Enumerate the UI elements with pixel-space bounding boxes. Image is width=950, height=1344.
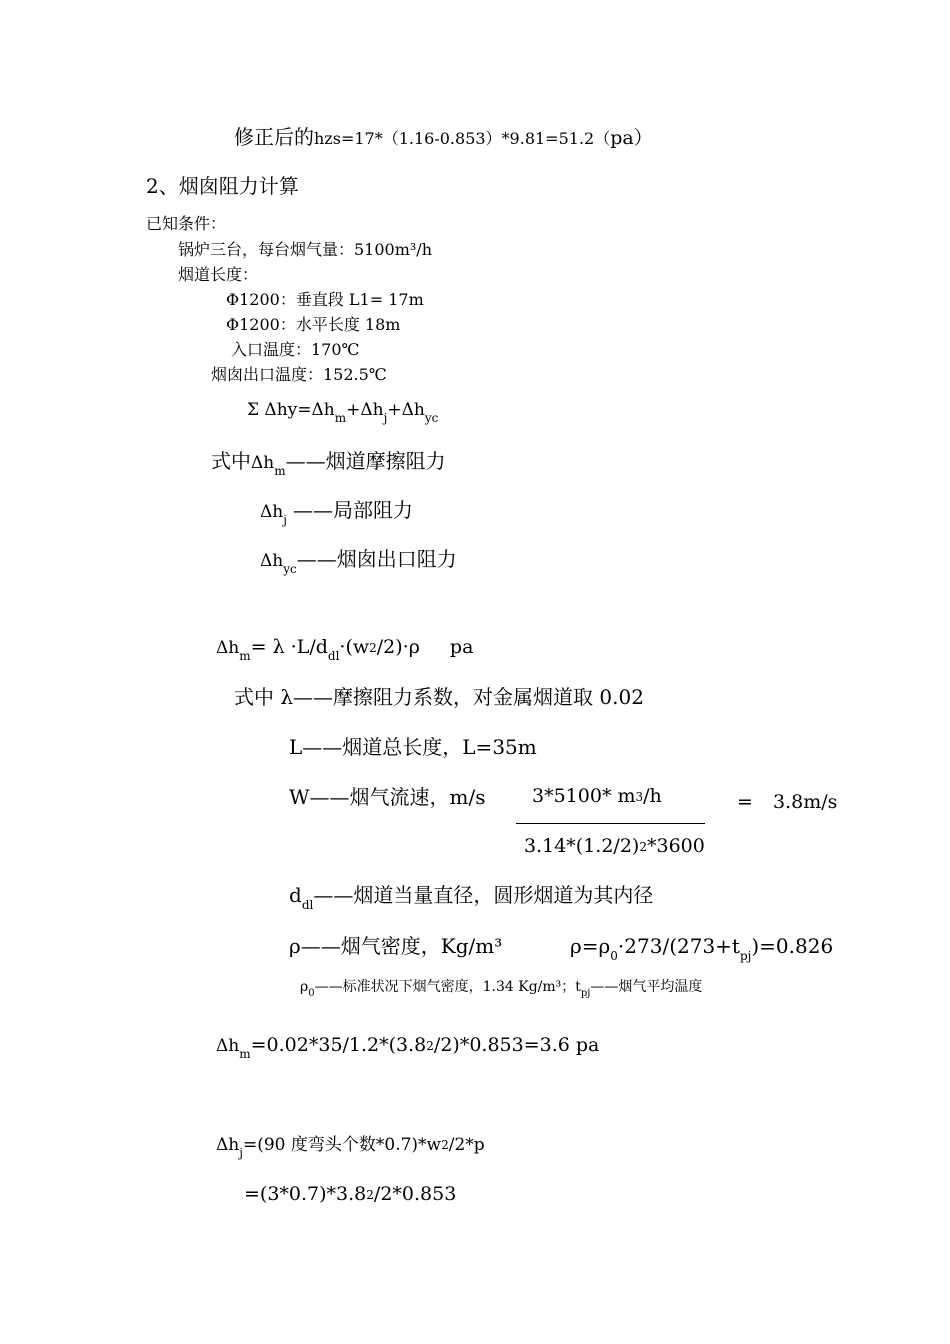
local-formula	[216, 1135, 485, 1160]
W-den-exp: 2	[639, 840, 647, 854]
def-hm-sub: m	[274, 464, 286, 478]
lc-a: =(3*0.7)*3.8	[244, 1183, 367, 1205]
def-prefix: 式中	[211, 449, 251, 473]
rho0-note	[300, 979, 703, 999]
def-L: L——烟道总长度，L=35m	[289, 735, 537, 759]
lf-a: =(90 度弯头个数*0.7)*w	[242, 1135, 442, 1155]
def-hyc-sym: Δh	[260, 551, 284, 571]
def-W-label: W——烟气流速，m/s	[289, 785, 486, 809]
rho0-desc: ——标准状况下烟气密度，1.34 Kg/m³；t	[314, 979, 581, 995]
lf-b: /2*p	[448, 1135, 485, 1155]
fc-exp: 2	[426, 1039, 434, 1053]
def-hyc-desc: ——烟囱出口阻力	[296, 547, 457, 571]
def-d	[289, 883, 654, 912]
W-fraction-bar	[516, 823, 705, 824]
known-horizontal: Φ1200：水平长度 18m	[226, 315, 401, 334]
sum-t3: Δh	[401, 400, 425, 420]
rho-formula	[570, 934, 834, 963]
sum-t1-sub: m	[334, 411, 347, 425]
def-hj	[260, 498, 413, 527]
corrected-unit: pa）	[610, 127, 653, 149]
known-inlet-temp: 入口温度：170℃	[231, 340, 360, 359]
known-outlet-temp: 烟囱出口温度：152.5℃	[211, 365, 387, 384]
sum-t3-sub: yc	[424, 411, 439, 425]
friction-sym: Δh	[216, 638, 240, 658]
W-den-a: 3.14*(1.2/2)	[524, 835, 640, 857]
def-hm-sym: Δh	[251, 453, 275, 473]
tpj-desc: ——烟气平均温度	[590, 979, 703, 995]
def-d-sub: dl	[301, 898, 314, 912]
sum-t1: Δh	[311, 400, 335, 420]
def-hj-sym: Δh	[260, 502, 284, 522]
fc-a: =0.02*35/1.2*(3.8	[250, 1034, 427, 1056]
friction-eq: = λ ·L/d	[250, 636, 328, 658]
rho0-sub: 0	[308, 988, 315, 999]
sum-plus1: +	[346, 400, 361, 420]
def-lambda: 式中 λ——摩擦阻力系数，对金属烟道取 0.02	[234, 685, 644, 709]
tpj-sub: pj	[580, 988, 591, 999]
rho-a: ρ=ρ	[570, 934, 611, 958]
known-vertical: Φ1200：垂直段 L1= 17m	[226, 290, 424, 309]
corrected-prefix: 修正后的	[234, 125, 314, 149]
friction-tail-b: /2)·ρ	[376, 636, 420, 658]
friction-formula	[216, 636, 474, 663]
rho-b: ·273/(273+t	[617, 934, 740, 958]
rho-sub0: 0	[610, 949, 618, 963]
rho-sub-pj: pj	[739, 949, 752, 963]
lf-sub: j	[239, 1146, 243, 1160]
W-result: 3.8m/s	[773, 791, 838, 813]
def-hj-desc: ——局部阻力	[292, 498, 413, 522]
corrected-formula: hzs=17*（1.16-0.853）*9.81=51.2（	[314, 129, 611, 148]
W-num-b: /h	[643, 785, 662, 807]
def-hyc	[260, 547, 457, 576]
W-equals: =	[737, 791, 753, 813]
W-den-b: *3600	[646, 835, 705, 857]
def-d-sym: d	[289, 883, 302, 907]
rho-c: )=0.826	[751, 934, 834, 958]
rho0-sym: ρ	[300, 979, 309, 995]
sum-formula	[247, 400, 439, 425]
W-num-a: 3*5100* m	[532, 785, 636, 807]
local-calc	[244, 1185, 456, 1204]
W-numerator	[532, 787, 662, 806]
friction-sub: m	[239, 649, 251, 663]
friction-exp: 2	[369, 641, 377, 655]
def-d-desc: ——烟道当量直径，圆形烟道为其内径	[313, 883, 654, 907]
lf-exp: 2	[441, 1138, 449, 1152]
known-heading: 已知条件：	[146, 214, 227, 233]
lc-exp: 2	[366, 1188, 374, 1202]
lc-b: /2*0.853	[373, 1183, 457, 1205]
def-hj-sub: j	[283, 513, 287, 527]
def-rho: ρ——烟气密度，Kg/m³	[289, 934, 503, 958]
section-title: 2、烟囱阻力计算	[146, 174, 299, 198]
sum-plus2: +	[387, 400, 402, 420]
fc-sym: Δh	[216, 1036, 240, 1056]
known-boilers: 锅炉三台，每台烟气量：5100m³/h	[178, 240, 433, 259]
known-flue-length: 烟道长度：	[178, 265, 259, 284]
friction-unit: pa	[449, 636, 474, 658]
sum-t2-sub: j	[383, 411, 388, 425]
friction-tail-a: ·(w	[339, 636, 370, 658]
W-num-exp: 3	[635, 790, 644, 804]
fc-sub: m	[239, 1047, 251, 1061]
def-hm	[211, 449, 446, 478]
def-hyc-sub: yc	[283, 562, 297, 576]
friction-d-sub: dl	[327, 649, 340, 663]
friction-calc	[216, 1034, 600, 1061]
def-hm-desc: ——烟道摩擦阻力	[285, 449, 446, 473]
W-denominator	[524, 837, 705, 856]
fc-b: /2)*0.853=3.6 pa	[433, 1034, 600, 1056]
sum-t2: Δh	[360, 400, 384, 420]
corrected-hzs-line	[234, 127, 653, 148]
sum-lhs: Σ Δhy=	[247, 400, 312, 420]
lf-sym: Δh	[216, 1135, 240, 1155]
